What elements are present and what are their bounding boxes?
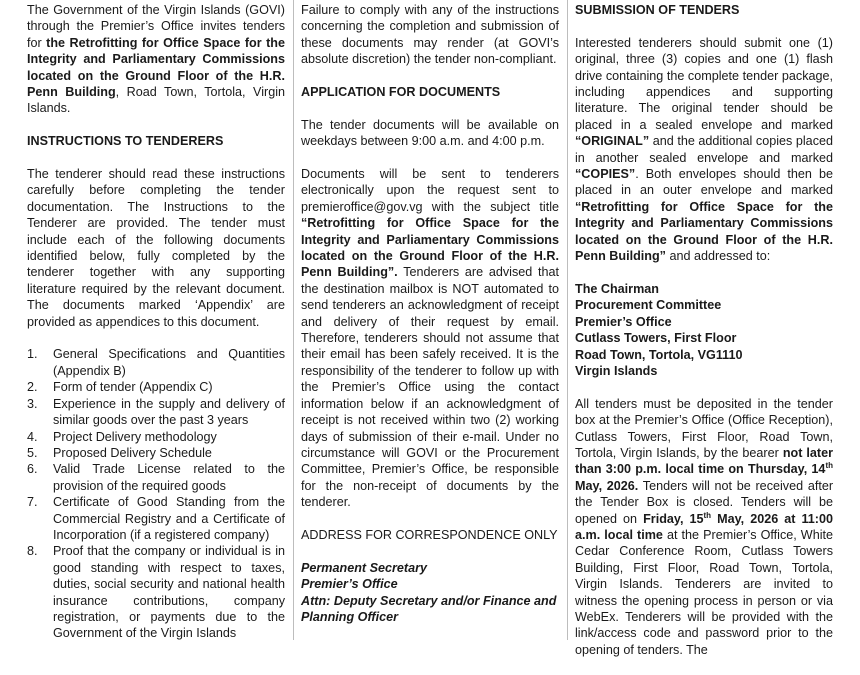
submission-paragraph: Interested tenderers should submit one (1) original, three (3) copies and one (1) flash drive containing the complete tender package, including appendices and supporting literature. The original tender should be placed in a sealed envelope and marked “ORIGINAL” and the additional copies placed in another sealed envelope and marked “COPIES”. Both envelopes should then be placed in an outer envelope and marked “Retrofitting for Office Space for the Integrity and Parliamentary Commissions located on the Ground Floor of the H.R. Penn Building” and addressed to: [575,35,833,264]
column-right [575,2,833,675]
intro-paragraph: The Government of the Virgin Islands (GOVI) through the Premier’s Office invites tenders for the Retrofitting for Office Space for the Integrity and Parliamentary Commissions located on the Ground Floor of the H.R. Penn Building, Road Town, Tortola, Virgin Islands. [27,3,286,116]
list-item: 4. Project Delivery methodology [27,429,217,444]
instructions-heading: INSTRUCTIONS TO TENDERERS [27,134,224,149]
application-heading: APPLICATION FOR DOCUMENTS [301,85,501,100]
required-documents-list [27,346,285,641]
column-left [27,2,285,658]
submission-address: The Chairman Procurement Committee Premier’s Office Cutlass Towers, First Floor Road Town, Tortola, VG1110 Virgin Islands [575,281,743,378]
column-middle [301,2,559,625]
instructions-paragraph: The tenderer should read these instructions carefully before completing the tender documentation. The Instructions to the Tenderer are provided. The tender must include each of the following documents identified below, fully completed by the tenderer together with any supporting literature required by the relevant document. The documents marked ‘Appendix’ are provided as appendices to this document. [27,167,285,329]
list-item: 1. General Specifications and Quantities (Appendix B) [27,347,285,378]
correspondence-address: Permanent Secretary Premier’s Office Attn: Deputy Secretary and/or Finance and Planning Officer [301,560,557,624]
list-item: 2. Form of tender (Appendix C) [27,380,213,395]
deposit-paragraph: All tenders must be deposited in the tender box at the Premier’s Office (Office Reception), Cutlass Towers, First Floor, Road Town, Tortola, Virgin Islands, by the bearer not later than 3:00 p.m. local time on Thursday, 14th May, 2026. Tenders will not be received after the Tender Box is closed. Tenders will be opened on Friday, 15th May, 2026 at 11:00 a.m. local time at the Premier’s Office, White Cedar Conference Room, Cutlass Towers Building, First Floor, Road Town, Tortola, Virgin Islands. Tenderers are invited to witness the opening process in person or via WebEx. Tenderers will be provided with the link/access code and password prior to the opening of tenders. The [575,396,834,657]
list-item: 6. Valid Trade License related to the provision of the required goods [27,462,285,493]
list-item: 5. Proposed Delivery Schedule [27,445,212,460]
documents-paragraph: Documents will be sent to tenderers electronically upon the request sent to premieroffice@gov.vg with the subject title “Retrofitting for Office Space for the Integrity and Parliamentary Commissions located on the Ground Floor of the H.R. Penn Building”. Tenderers are advised that the destination mailbox is NOT automated to send tenderers an acknowledgment of receipt and delivery of their request by email. Therefore, tenderers should not assume that their email has been safely received. It is the responsibility of the tenderer to follow up with the Premier’s Office using the contact information below if an acknowledgment of receipt is not received within two (2) working days of submission of their e-mail. Under no circumstance will GOVI or the Procurement Committee, Premier’s Office, be responsible for the non-receipt of documents by the tenderer. [301,167,559,510]
list-item: 3. Experience in the supply and delivery of similar goods over the past 3 years [27,396,285,428]
list-item: 7. Certificate of Good Standing from the Commercial Registry and a Certificate of Incorporation (if a registered company) [27,495,285,542]
column-divider [293,0,294,640]
list-item: 8. Proof that the company or individual is in good standing with respect to taxes, duties, social security and national health insurance contributions, company registration, or payments due to the Government of the Virgin Islands [27,544,285,641]
column-divider [567,0,568,640]
compliance-paragraph: Failure to comply with any of the instructions concerning the completion and submission of these documents may render (at GOVI’s absolute discretion) the tender non-compliant. [301,3,559,67]
availability-paragraph: The tender documents will be available on weekdays between 9:00 a.m. and 4:00 p.m. [301,117,559,149]
submission-heading: SUBMISSION OF TENDERS [575,3,740,17]
correspondence-heading: ADDRESS FOR CORRESPONDENCE ONLY [301,527,558,542]
